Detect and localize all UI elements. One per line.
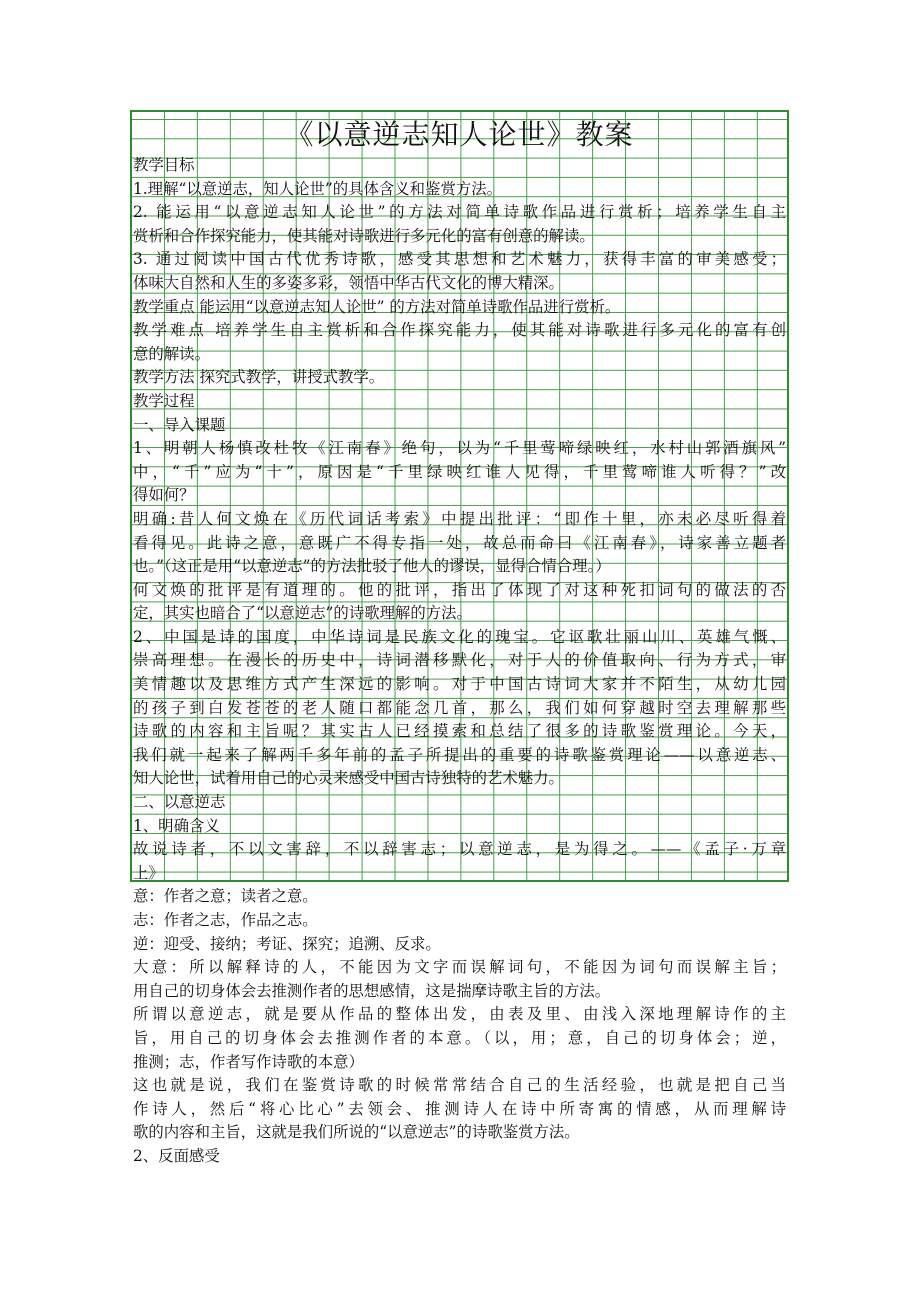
text-line: 也。”（这正是用“以意逆志”的方法批驳了他人的谬误，显得合情合理。）: [133, 557, 611, 576]
text-line: 中，“千”应为“十”，原因是“千里绿映红谁人见得，千里莺啼谁人听得？”改: [133, 462, 786, 481]
text-line: 教学过程: [133, 391, 195, 410]
text-line: 的孩子到白发苍苍的老人随口都能念几首，那么，我们如何穿越时空去理解那些: [133, 698, 786, 717]
text-line: 2. 能运用“以意逆志知人论世”的方法对简单诗歌作品进行赏析；培养学生自主: [133, 203, 786, 222]
text-line: 美情趣以及思维方式产生深远的影响。对于中国古诗词大家并不陌生，从幼儿园: [133, 675, 786, 694]
text-line: 用自己的切身体会去推测作者的思想感情，这是揣摩诗歌主旨的方法。: [133, 981, 611, 1000]
text-line: 知人论世，试着用自己的心灵来感受中国古诗独特的艺术魅力。: [133, 769, 564, 788]
text-line: 赏析和合作探究能力，使其能对诗歌进行多元化的富有创意的解读。: [133, 226, 595, 245]
text-line: 教学方法 探究式教学，讲授式教学。: [133, 368, 385, 387]
text-line: 所谓以意逆志，就是要从作品的整体出发，由表及里、由浅入深地理解诗作的主: [133, 1005, 786, 1024]
text-line: 定，其实也暗合了“以意逆志”的诗歌理解的方法。: [133, 604, 472, 623]
text-line: 逆：迎受、接纳；考证、探究；追溯、反求。: [133, 934, 441, 953]
text-line: 这也就是说，我们在鉴赏诗歌的时候常常结合自己的生活经验，也就是把自己当: [133, 1076, 786, 1095]
text-line: 我们就一起来了解两千多年前的孟子所提出的重要的诗歌鉴赏理论——以意逆志、: [133, 745, 786, 764]
text-lines: [133, 154, 786, 1169]
text-line: 1、明确含义: [133, 816, 220, 835]
text-line: 得如何？: [133, 486, 195, 505]
text-line: 教学目标: [133, 156, 195, 174]
text-line: 教学难点 培养学生自主赏析和合作探究能力，使其能对诗歌进行多元化的富有创: [133, 321, 786, 340]
text-line: 故说诗者，不以文害辞，不以辞害志；以意逆志，是为得之。——《孟子·万章: [133, 840, 786, 859]
text-line: 1.理解“以意逆志，知人论世”的具体含义和鉴赏方法。: [133, 179, 503, 198]
text-line: 教学重点 能运用“以意逆志知人论世” 的方法对简单诗歌作品进行赏析。: [133, 297, 621, 316]
text-line: 歌的内容和主旨，这就是我们所说的“以意逆志”的诗歌鉴赏方法。: [133, 1123, 580, 1142]
text-line: 作诗人，然后“将心比心”去领会、推测诗人在诗中所寄寓的情感，从而理解诗: [133, 1099, 786, 1118]
text-line: 1、明朝人杨慎改杜牧《江南春》绝句，以为“千里莺啼绿映红，水村山郭酒旗风”: [133, 439, 786, 458]
text-line: 体味大自然和人生的多姿多彩，领悟中华古代文化的博大精深。: [133, 273, 564, 292]
text-line: 看得见。此诗之意，意既广不得专指一处，故总而命曰《江南春》，诗家善立题者: [133, 533, 786, 552]
text-line: 2、中国是诗的国度，中华诗词是民族文化的瑰宝。它讴歌壮丽山川、英雄气慨、: [133, 627, 786, 646]
text-line: 3. 通过阅读中国古代优秀诗歌，感受其思想和艺术魅力，获得丰富的审美感受；: [133, 250, 786, 269]
document-title: 《以意逆志知人论世》教案: [285, 118, 634, 151]
text-line: 大意：所以解释诗的人，不能因为文字而误解词句，不能因为词句而误解主旨；: [133, 958, 786, 977]
text-line: 推测；志，作者写作诗歌的本意）: [133, 1052, 364, 1071]
text-line: 一、导入课题: [133, 415, 226, 434]
text-line: 诗歌的内容和主旨呢？其实古人已经摸索和总结了很多的诗歌鉴赏理论。今天，: [133, 722, 786, 741]
text-line: 明确:昔人何文焕在《历代词话考索》中提出批评：“即作十里，亦未必尽听得着: [133, 509, 786, 528]
text-line: 何文焕的批评是有道理的。他的批评，指出了体现了对这种死扣词句的做法的否: [133, 580, 786, 599]
text-line: 上》: [133, 863, 164, 882]
text-line: 旨，用自己的切身体会去推测作者的本意。（以，用；意，自己的切身体会；逆，: [133, 1028, 786, 1047]
text-line: 二、以意逆志: [133, 793, 226, 812]
text-line: 意的解读。: [133, 344, 210, 363]
document-body: [133, 116, 786, 1169]
text-line: 志：作者之志，作品之志。: [133, 911, 318, 929]
text-line: 2、反面感受: [133, 1146, 220, 1165]
text-line: 崇高理想。在漫长的历史中，诗词潜移默化，对于人的价值取向、行为方式，审: [133, 651, 786, 670]
grid-paper: [130, 110, 789, 1165]
text-line: 意：作者之意；读者之意。: [133, 887, 318, 906]
